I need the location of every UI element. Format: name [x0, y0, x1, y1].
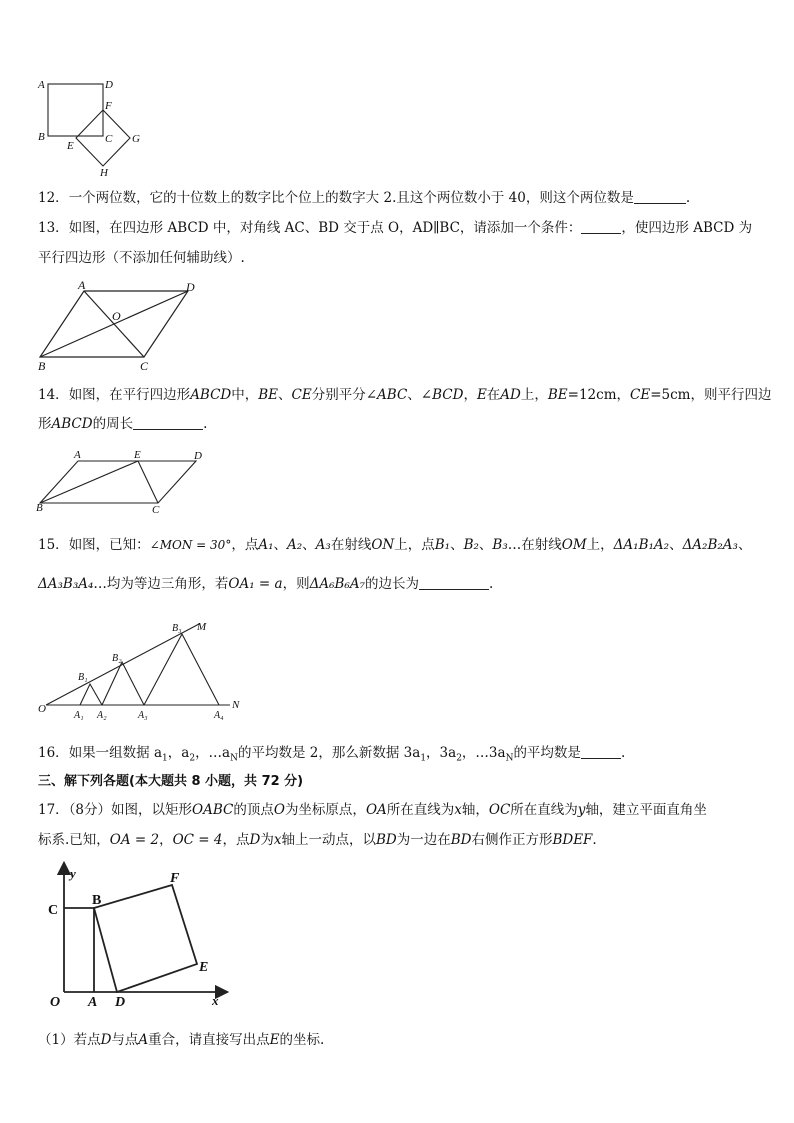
label-a: A: [78, 278, 86, 292]
section-3-title: 三、解下列各题(本大题共 8 小题，共 72 分): [38, 774, 304, 789]
triangles-figure-15: [34, 614, 254, 724]
label-a3: A₃: [138, 710, 148, 721]
answer-blank[interactable]: [581, 744, 621, 759]
label-a4: A₄: [214, 710, 224, 721]
answer-blank[interactable]: [133, 415, 203, 430]
label-a1: A₁: [74, 710, 84, 721]
label-a: A: [74, 449, 81, 461]
label-b1: B₁: [78, 672, 88, 683]
label-o: O: [112, 309, 121, 323]
label-y: y: [70, 866, 76, 881]
question-17-line1: 17．（8分）如图，以矩形OABC的顶点O为坐标原点，OA所在直线为x轴，OC所在直线为y轴，建立平面直角坐: [38, 802, 707, 818]
label-a2: A₂: [97, 710, 107, 721]
label-f: F: [105, 100, 112, 112]
label-c: C: [152, 504, 160, 515]
label-d: D: [105, 79, 113, 91]
answer-blank[interactable]: [634, 189, 686, 204]
question-15-line2: ΔA₃B₃A₄…均为等边三角形，若OA₁ = a，则ΔA₆B₆A₇的边长为 .: [38, 576, 494, 592]
label-d: D: [115, 995, 126, 1010]
label-n: N: [232, 699, 240, 711]
parallelogram-figure-14: [34, 445, 214, 515]
question-16: 16．如果一组数据 $a_1$，$a_2$，$\dots a_N$的平均数是 2，那么新数据 $3a_1$，$3a_2$，$\dots 3a_N$的平均数是 .: [38, 745, 626, 764]
label-c: C: [140, 359, 149, 373]
label-c: C: [105, 133, 113, 145]
label-f: F: [170, 871, 180, 886]
label-e: E: [199, 960, 209, 975]
label-g: G: [132, 133, 140, 145]
label-e: E: [134, 449, 141, 461]
label-c: C: [48, 903, 59, 918]
label-d: D: [194, 450, 202, 462]
question-14-line2: 形ABCD的周长 .: [38, 416, 208, 432]
question-14-line1: 14．如图，在平行四边形ABCD中，BE、CE分别平分∠ABC、∠BCD，E在AD上，BE=12cm，CE=5cm，则平行四边: [38, 387, 772, 403]
label-b3: B₃: [172, 623, 182, 634]
parallelogram-figure-13: [36, 278, 206, 374]
label-b: B: [38, 359, 46, 373]
answer-blank[interactable]: [419, 575, 489, 590]
label-h: H: [100, 167, 108, 178]
question-15-line1: 15．如图，已知：∠MON = 30°，点A₁、A₂、A₃在射线ON上，点B₁、B₂、B₃…在射线OM上，ΔA₁B₁A₂、ΔA₂B₂A₃、: [38, 537, 752, 553]
coordinate-figure-17: [38, 858, 238, 1010]
label-a: A: [88, 995, 98, 1010]
label-b: B: [36, 502, 43, 514]
question-12: 12．一个两位数，它的十位数上的数字比个位上的数字大 2.且这个两位数小于 40，则这个两位数是 .: [38, 190, 691, 206]
label-b2: B₂: [112, 653, 122, 664]
label-a: A: [38, 79, 45, 91]
label-e: E: [67, 140, 74, 152]
label-m: M: [197, 621, 207, 633]
label-b: B: [92, 893, 102, 908]
question-17-part-1: （1）若点D与点A重合，请直接写出点E的坐标.: [38, 1032, 325, 1048]
label-d: D: [186, 280, 195, 294]
question-13-line1: 13．如图，在四边形 ABCD 中，对角线 AC、BD 交于点 O，AD∥BC，请添加一个条件： ，使四边形 ABCD 为: [38, 220, 753, 236]
question-13-line2: 平行四边形（不添加任何辅助线）.: [38, 250, 245, 266]
answer-blank[interactable]: [581, 219, 621, 234]
label-o: O: [38, 703, 46, 715]
question-17-line2: 标系.已知，OA = 2，OC = 4，点D为x轴上一动点，以BD为一边在BD右侧作正方形BDEF.: [38, 832, 597, 848]
label-b: B: [38, 131, 45, 143]
label-o: O: [50, 995, 61, 1010]
label-x: x: [212, 993, 219, 1008]
square-figure: [30, 74, 150, 178]
